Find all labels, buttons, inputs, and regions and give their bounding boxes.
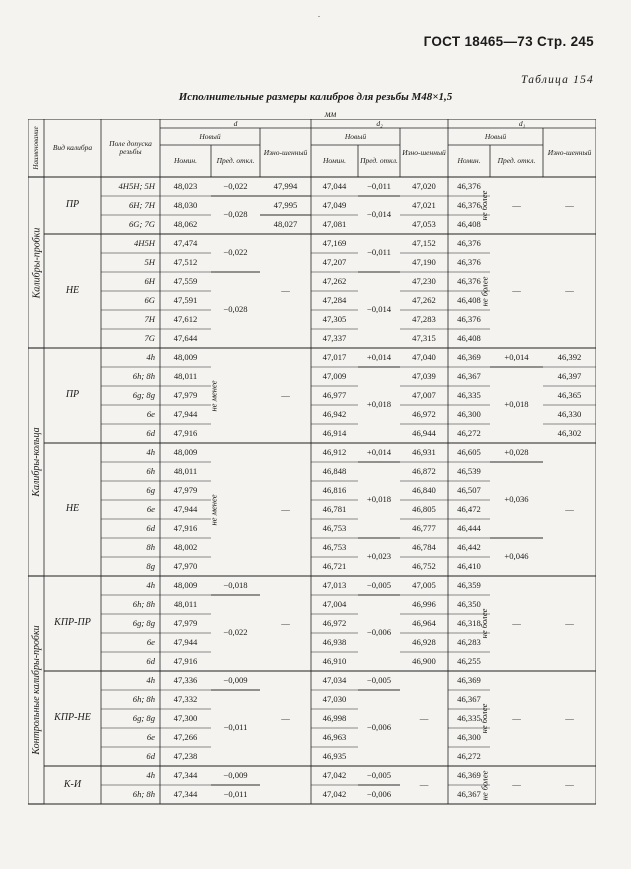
tolerance-field: 4h (146, 769, 155, 780)
d1-nominal: 46,539 (457, 465, 481, 476)
d2-worn: 46,872 (412, 465, 436, 476)
dash: — (419, 712, 429, 723)
d1-nominal: 46,335 (457, 389, 481, 400)
d2-nominal: 47,009 (322, 370, 347, 381)
d-nominal: 48,062 (173, 218, 198, 229)
header-name: Наименование (32, 126, 40, 170)
d-nominal: 47,916 (173, 427, 198, 438)
tolerance-field: 6g (146, 484, 155, 495)
header-deviation: Пред. откл. (360, 156, 398, 166)
d2-worn: 47,262 (412, 294, 436, 305)
d2-worn: 47,005 (412, 579, 436, 590)
tolerance-field: 6d (146, 750, 155, 761)
header-tolerance: Поле допуска резьбы (109, 139, 152, 156)
d1-nominal: 46,283 (457, 636, 481, 647)
tolerance-field: 6h; 8h (132, 788, 155, 799)
d2-worn: 46,928 (412, 636, 436, 647)
d2-nominal: 47,004 (322, 598, 347, 609)
d2-worn: 46,805 (412, 503, 436, 514)
d2-nominal: 46,972 (322, 617, 347, 628)
d2-nominal: 47,169 (322, 237, 347, 248)
d2-worn: 46,840 (412, 484, 436, 495)
gauge-kind-label: К-И (63, 778, 82, 790)
not-less-label: не менее (208, 379, 218, 412)
d1-nominal: 46,408 (457, 218, 481, 229)
d-nominal: 47,916 (173, 522, 198, 533)
tolerance-field: 6h; 8h (132, 370, 155, 381)
d1-deviation: +0,014 (504, 351, 529, 362)
tolerance-field: 6e (146, 731, 155, 742)
header-kind: Вид калибра (52, 143, 93, 153)
tolerance-field: 6e (146, 503, 155, 514)
d1-nominal: 46,318 (457, 617, 481, 628)
d2-deviation: −0,011 (367, 247, 391, 258)
dash: — (281, 389, 290, 400)
d1-nominal: 46,300 (457, 731, 481, 742)
d-nominal: 48,011 (173, 598, 198, 609)
d2-nominal: 47,284 (322, 294, 347, 305)
tolerance-field: 6d (146, 427, 155, 438)
d2-deviation: +0,018 (366, 399, 392, 410)
header-d2: d₂ (376, 118, 383, 128)
d1-deviation: +0,036 (504, 494, 529, 505)
d2-worn: 46,752 (412, 560, 436, 571)
d2-deviation: −0,005 (366, 769, 392, 780)
d-deviation: −0,009 (223, 769, 248, 780)
tolerance-field: 6e (146, 636, 155, 647)
not-more-label: не более (478, 770, 489, 800)
tolerance-field: 6h (146, 465, 155, 476)
d2-nominal: 46,938 (322, 636, 347, 647)
d-nominal: 48,011 (173, 465, 198, 476)
d-deviation: −0,009 (223, 674, 248, 685)
d-nominal: 47,916 (173, 655, 198, 666)
d-nominal: 47,238 (173, 750, 198, 761)
tolerance-field: 8h (146, 541, 155, 552)
d1-nominal: 46,410 (457, 560, 481, 571)
d1-worn: 46,330 (557, 408, 582, 419)
group-label: Контрольные калибры-пробки (30, 625, 42, 755)
tolerance-field: 6h; 8h (132, 693, 155, 704)
d2-nominal: 47,049 (322, 199, 347, 210)
header-worn: Изно-шенный (263, 147, 308, 157)
d2-worn: 47,020 (412, 180, 436, 191)
d-deviation: −0,022 (223, 180, 248, 191)
gauge-kind-label: НЕ (65, 284, 80, 296)
d2-nominal: 46,753 (322, 541, 347, 552)
d1-nominal: 46,369 (457, 769, 481, 780)
d2-nominal: 47,337 (322, 332, 347, 343)
header-nominal: Номин. (322, 156, 346, 166)
d1-nominal: 46,444 (457, 522, 481, 533)
dash: — (512, 285, 521, 296)
d1-nominal: 46,376 (457, 313, 481, 324)
d1-worn: 46,392 (557, 351, 582, 362)
d-nominal: 48,011 (173, 370, 198, 381)
tolerance-field: 6G (144, 294, 155, 305)
d1-worn: 46,365 (557, 389, 582, 400)
d2-nominal: 46,753 (322, 522, 347, 533)
page-header: ГОСТ 18465—73 Стр. 245 (423, 34, 594, 49)
d-deviation: −0,018 (223, 579, 248, 590)
d2-worn: 47,190 (412, 256, 436, 267)
d-worn: 47,994 (273, 180, 298, 191)
d1-deviation: +0,018 (504, 399, 529, 410)
tolerance-field: 6d (146, 655, 155, 666)
tolerance-field: 6g; 8g (132, 712, 155, 723)
d-nominal: 47,944 (173, 636, 198, 647)
dash: — (281, 285, 290, 296)
d1-nominal: 46,605 (457, 446, 481, 457)
d1-nominal: 46,350 (457, 598, 481, 609)
d2-worn: 47,230 (412, 275, 436, 286)
d2-nominal: 46,721 (322, 560, 347, 571)
d-nominal: 48,030 (173, 199, 198, 210)
d2-worn: 46,944 (412, 427, 436, 438)
d1-nominal: 46,376 (457, 180, 481, 191)
d-nominal: 47,512 (173, 256, 198, 267)
d2-worn: 46,900 (412, 655, 436, 666)
d1-nominal: 46,335 (457, 712, 481, 723)
d2-worn: 47,007 (412, 389, 436, 400)
not-more-label: не более (478, 276, 489, 306)
gauge-kind-label: НЕ (65, 503, 80, 515)
d1-nominal: 46,359 (457, 579, 481, 590)
dash: — (565, 285, 574, 296)
d2-nominal: 46,963 (322, 731, 347, 742)
header-d: d (233, 118, 238, 128)
d1-nominal: 46,255 (457, 655, 481, 666)
tolerance-field: 4h (146, 674, 155, 685)
d2-nominal: 47,042 (322, 769, 347, 780)
d2-nominal: 47,305 (322, 313, 347, 324)
d1-nominal: 46,408 (457, 332, 481, 343)
dash: — (565, 779, 574, 790)
dash: — (512, 779, 521, 790)
d-nominal: 47,644 (173, 332, 198, 343)
dash: — (281, 712, 290, 723)
d-nominal: 47,332 (173, 693, 198, 704)
d-nominal: 47,979 (173, 389, 198, 400)
d-deviation: −0,028 (223, 209, 248, 220)
d1-deviation: +0,028 (504, 446, 529, 457)
d2-worn: 47,021 (412, 199, 436, 210)
d2-deviation: +0,023 (366, 551, 392, 562)
header-worn: Изно-шенный (547, 147, 592, 157)
d2-worn: 47,040 (412, 351, 436, 362)
unit-label: мм (324, 109, 337, 119)
dash: — (565, 503, 574, 514)
d1-nominal: 46,300 (457, 408, 481, 419)
d1-nominal: 46,408 (457, 294, 481, 305)
d2-nominal: 47,034 (322, 674, 347, 685)
d-nominal: 47,970 (173, 560, 198, 571)
d2-deviation: −0,006 (366, 627, 392, 638)
d2-nominal: 46,816 (322, 484, 347, 495)
d2-worn: 46,972 (412, 408, 436, 419)
d-nominal: 47,591 (173, 294, 198, 305)
d2-nominal: 47,044 (322, 180, 347, 191)
table-label: Таблица 154 (521, 74, 594, 86)
gauge-kind-label: КПР-ПР (54, 617, 91, 629)
d-worn: 47,995 (273, 199, 298, 210)
d-nominal: 47,266 (173, 731, 198, 742)
d1-nominal: 46,272 (457, 427, 481, 438)
d2-deviation: −0,005 (366, 579, 392, 590)
d-nominal: 47,944 (173, 503, 198, 514)
d-worn: 48,027 (273, 218, 298, 229)
tolerance-field: 4h (146, 446, 155, 457)
header-deviation: Пред. откл. (497, 156, 536, 166)
gauge-kind-label: КПР-НЕ (54, 712, 91, 724)
dash: — (565, 199, 574, 210)
tolerance-field: 6e (146, 408, 155, 419)
tolerance-field: 8g (146, 560, 155, 571)
header-new: Новый (199, 131, 221, 141)
d2-worn: 46,996 (412, 598, 436, 609)
tolerance-field: 6G; 7G (128, 218, 155, 229)
tolerance-field: 6h; 8h (132, 598, 155, 609)
tolerance-field: 5H (144, 256, 155, 267)
d1-worn: 46,302 (557, 427, 582, 438)
d1-nominal: 46,367 (457, 370, 481, 381)
d1-nominal: 46,376 (457, 256, 481, 267)
tolerance-field: 4H5H (133, 237, 155, 248)
d1-nominal: 46,367 (457, 788, 481, 799)
d2-nominal: 46,977 (322, 389, 347, 400)
tolerance-field: 4h (146, 351, 155, 362)
d1-deviation: +0,046 (504, 551, 529, 562)
tolerance-field: 7G (144, 332, 155, 343)
d2-nominal: 46,942 (322, 408, 347, 419)
dash: — (281, 617, 290, 628)
d-nominal: 47,474 (173, 237, 198, 248)
d2-nominal: 47,207 (322, 256, 347, 267)
d2-deviation: +0,014 (366, 351, 392, 362)
d2-worn: 46,964 (412, 617, 436, 628)
header-deviation: Пред. откл. (216, 156, 255, 166)
d2-worn: 47,283 (412, 313, 436, 324)
not-more-label: не более (478, 608, 489, 639)
d2-worn: 47,152 (412, 237, 436, 248)
d2-worn: 47,039 (412, 370, 436, 381)
d-deviation: −0,028 (223, 304, 248, 315)
d2-nominal: 46,912 (322, 446, 347, 457)
tolerance-field: 4h (146, 579, 155, 590)
d1-nominal: 46,442 (457, 541, 481, 552)
dash: — (281, 503, 290, 514)
tolerance-field: 6d (146, 522, 155, 533)
d-nominal: 47,612 (173, 313, 198, 324)
d-nominal: 47,979 (173, 617, 198, 628)
tolerance-field: 6g; 8g (132, 389, 155, 400)
d2-nominal: 47,013 (322, 579, 347, 590)
d2-nominal: 46,781 (322, 503, 347, 514)
d-nominal: 47,944 (173, 408, 198, 419)
not-less-label: не менее (208, 493, 218, 526)
dash: — (419, 779, 429, 790)
header-new: Новый (344, 131, 367, 141)
d-deviation: −0,022 (223, 247, 248, 258)
d2-nominal: 46,848 (322, 465, 347, 476)
header-d1: d₁ (518, 118, 526, 128)
d2-nominal: 46,935 (322, 750, 347, 761)
d1-nominal: 46,272 (457, 750, 481, 761)
header-nominal: Номин. (173, 156, 197, 166)
d-deviation: −0,011 (223, 788, 248, 799)
dash: — (512, 712, 521, 723)
d-nominal: 48,009 (173, 579, 198, 590)
gauge-kind-label: ПР (65, 389, 80, 401)
d2-worn: 46,931 (412, 446, 436, 457)
d2-worn: 47,053 (412, 218, 436, 229)
d2-deviation: −0,014 (366, 209, 392, 220)
d2-worn: 47,315 (412, 332, 436, 343)
d-nominal: 48,023 (173, 180, 198, 191)
tolerance-field: 6H; 7H (128, 199, 155, 210)
d-deviation: −0,011 (223, 722, 248, 733)
tolerance-field: 6g; 8g (132, 617, 155, 628)
d1-nominal: 46,507 (457, 484, 481, 495)
tolerance-field: 6H (144, 275, 155, 286)
d-nominal: 48,002 (173, 541, 198, 552)
d2-deviation: −0,005 (366, 674, 392, 685)
d2-nominal: 47,042 (322, 788, 347, 799)
dash: — (512, 617, 521, 628)
d-nominal: 47,344 (173, 769, 198, 780)
gauge-kind-label: ПР (65, 199, 80, 211)
d1-nominal: 46,376 (457, 199, 481, 210)
d2-worn: 46,784 (412, 541, 436, 552)
d1-nominal: 46,472 (457, 503, 481, 514)
d1-nominal: 46,367 (457, 693, 481, 704)
header-new: Новый (484, 131, 507, 141)
d2-nominal: 46,998 (322, 712, 347, 723)
d2-deviation: −0,006 (366, 788, 392, 799)
d2-deviation: −0,014 (366, 304, 392, 315)
d-nominal: 48,009 (173, 351, 198, 362)
d-nominal: 47,979 (173, 484, 198, 495)
d2-deviation: +0,014 (366, 446, 392, 457)
d-nominal: 47,344 (173, 788, 198, 799)
d2-nominal: 47,081 (322, 218, 347, 229)
d-nominal: 48,009 (173, 446, 198, 457)
d1-worn: 46,397 (557, 370, 582, 381)
d1-nominal: 46,376 (457, 237, 481, 248)
gauge-dimensions-table (28, 119, 596, 809)
table-title: Исполнительные размеры калибров для резьбы М48×1,5 (178, 91, 453, 103)
group-label: Калибры-кольца (30, 427, 42, 497)
not-more-label: не более (478, 703, 489, 734)
tolerance-field: 4H5H; 5H (118, 180, 155, 191)
header-worn: Изно-шенный (402, 147, 446, 157)
d2-worn: 46,777 (412, 522, 436, 533)
d2-deviation: +0,018 (366, 494, 392, 505)
d2-deviation: −0,006 (366, 722, 392, 733)
d-nominal: 47,300 (173, 712, 198, 723)
dash: — (565, 712, 574, 723)
group-label: Калибры-пробки (30, 227, 42, 298)
d2-deviation: −0,011 (367, 180, 391, 191)
d2-nominal: 47,017 (322, 351, 347, 362)
d-nominal: 47,559 (173, 275, 198, 286)
d1-nominal: 46,376 (457, 275, 481, 286)
d2-nominal: 47,262 (322, 275, 347, 286)
d1-nominal: 46,369 (457, 674, 481, 685)
tolerance-field: 7H (144, 313, 155, 324)
dash: — (565, 617, 574, 628)
not-more-label: не более (478, 190, 489, 221)
d-deviation: −0,022 (223, 627, 248, 638)
page-tick-mark: . (318, 10, 320, 19)
d-nominal: 47,336 (173, 674, 198, 685)
d2-nominal: 46,910 (322, 655, 347, 666)
header-nominal: Номин. (457, 156, 481, 166)
dash: — (512, 199, 521, 210)
d1-nominal: 46,369 (457, 351, 481, 362)
d2-nominal: 47,030 (322, 693, 347, 704)
d2-nominal: 46,914 (322, 427, 347, 438)
